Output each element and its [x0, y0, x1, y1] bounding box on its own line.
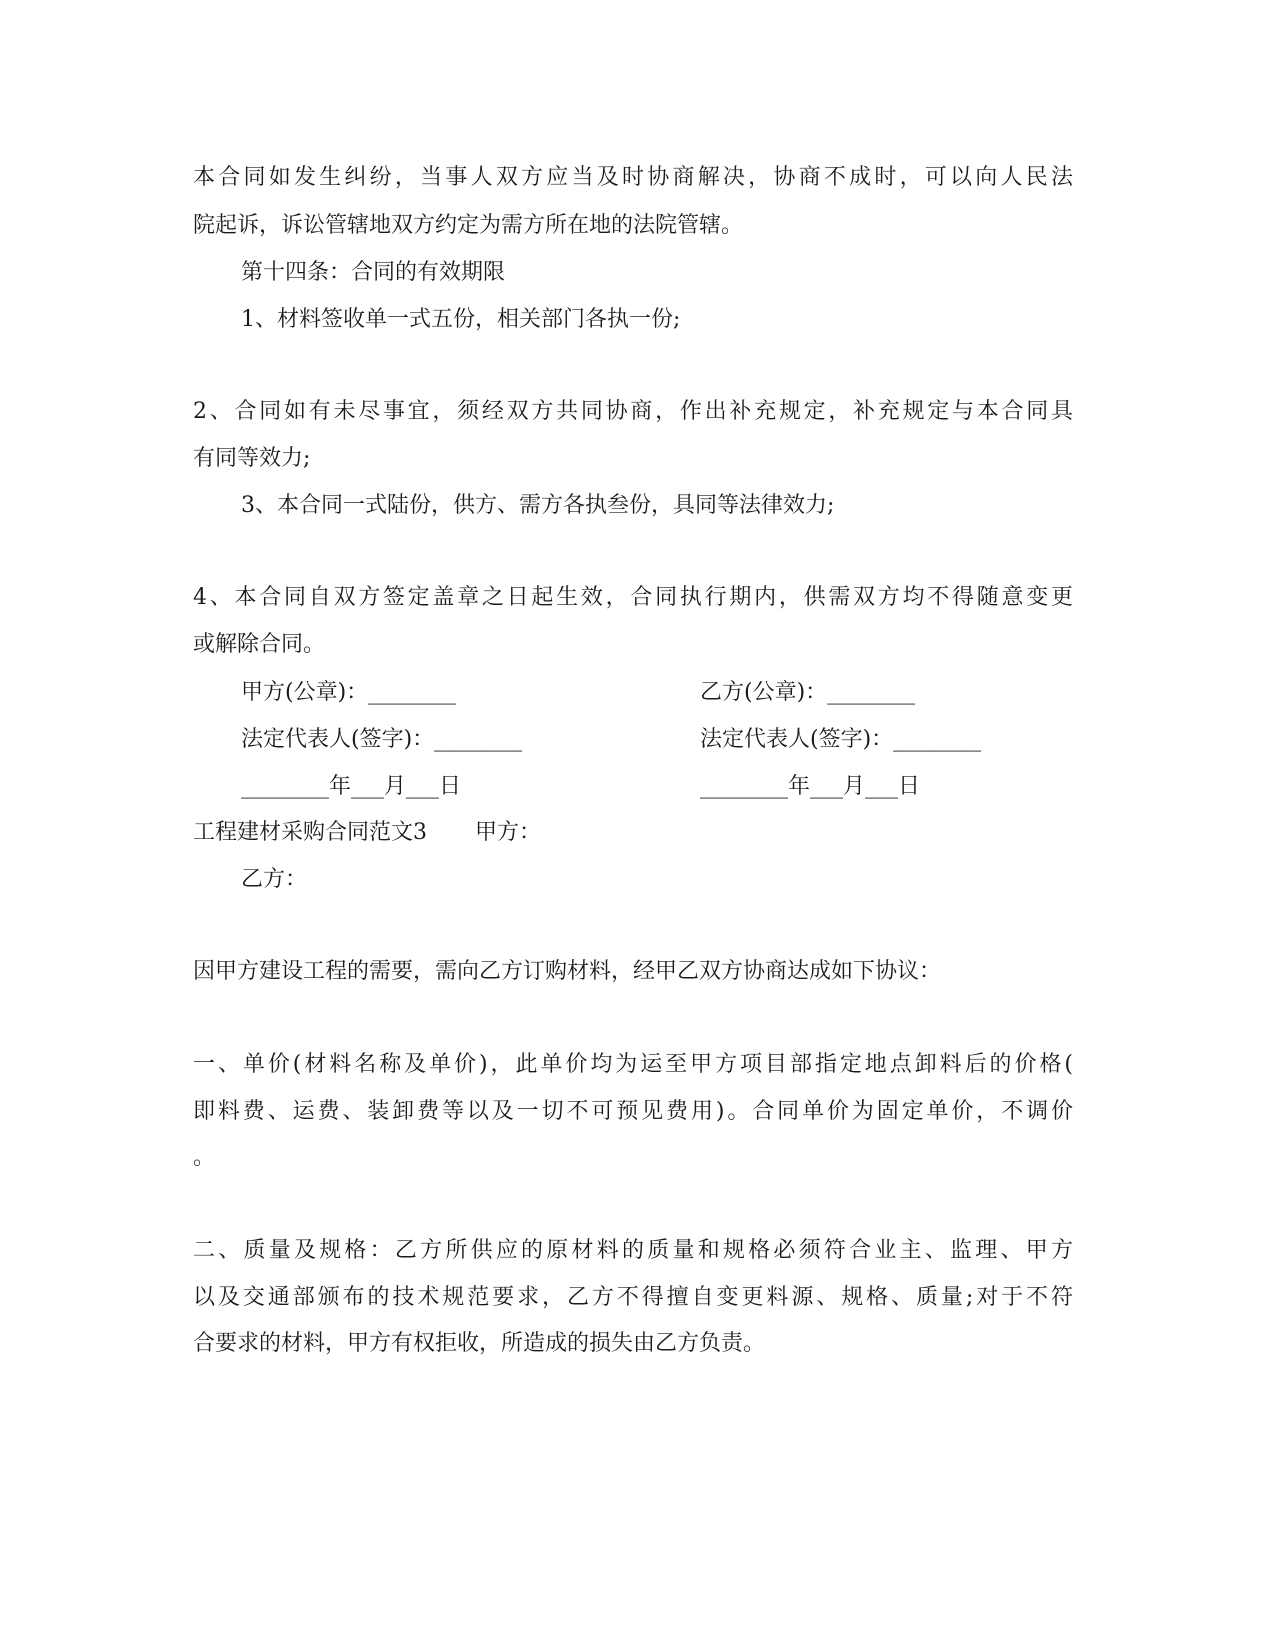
- party-a-representative-line: 法定代表人(签字)：________: [241, 727, 523, 752]
- section-1-price-line-1: 一、单价(材料名称及单价)，此单价均为运至甲方项目部指定地点卸料后的价格(: [193, 1052, 1073, 1077]
- clause-item-2-line-2: 有同等效力;: [193, 446, 311, 471]
- contract-3-intro: 因甲方建设工程的需要，需向乙方订购材料，经甲乙双方协商达成如下协议：: [193, 959, 942, 984]
- clause-item-3: 3、本合同一式陆份，供方、需方各执叁份，具同等法律效力;: [241, 493, 835, 518]
- clause-item-4-line-1: 4、本合同自双方签定盖章之日起生效，合同执行期内，供需双方均不得随意变更: [193, 585, 1073, 610]
- party-b-seal-line: 乙方(公章)：________: [700, 680, 916, 705]
- contract-3-title: 工程建材采购合同范文3: [193, 820, 427, 845]
- paragraph-dispute-line-2: 院起诉，诉讼管辖地双方约定为需方所在地的法院管辖。: [193, 213, 744, 238]
- section-1-price-line-3: 。: [193, 1145, 216, 1170]
- party-a-date-line: ________年___月___日: [241, 774, 462, 799]
- party-b-date-line: ________年___月___日: [700, 774, 921, 799]
- clause-item-2-line-1: 2、合同如有未尽事宜，须经双方共同协商，作出补充规定，补充规定与本合同具: [193, 399, 1073, 424]
- contract-3-party-b-label: 乙方：: [241, 867, 308, 892]
- section-1-price-line-2: 即料费、运费、装卸费等以及一切不可预见费用)。合同单价为固定单价，不调价: [193, 1099, 1073, 1124]
- contract-3-party-a-label: 甲方：: [475, 820, 542, 845]
- section-2-quality-line-2: 以及交通部颁布的技术规范要求，乙方不得擅自变更料源、规格、质量;对于不符: [193, 1285, 1073, 1310]
- section-2-quality-line-3: 合要求的材料，甲方有权拒收，所造成的损失由乙方负责。: [193, 1331, 766, 1356]
- article-14-title: 第十四条：合同的有效期限: [241, 260, 506, 285]
- party-a-seal-line: 甲方(公章)：________: [241, 680, 457, 705]
- clause-item-1: 1、材料签收单一式五份，相关部门各执一份;: [241, 307, 681, 332]
- section-2-quality-line-1: 二、质量及规格：乙方所供应的原材料的质量和规格必须符合业主、监理、甲方: [193, 1238, 1073, 1263]
- paragraph-dispute-line-1: 本合同如发生纠纷，当事人双方应当及时协商解决，协商不成时，可以向人民法: [193, 165, 1073, 190]
- contract-3-heading-row: [193, 818, 541, 848]
- clause-item-4-line-2: 或解除合同。: [193, 632, 326, 657]
- party-b-representative-line: 法定代表人(签字)：________: [700, 727, 982, 752]
